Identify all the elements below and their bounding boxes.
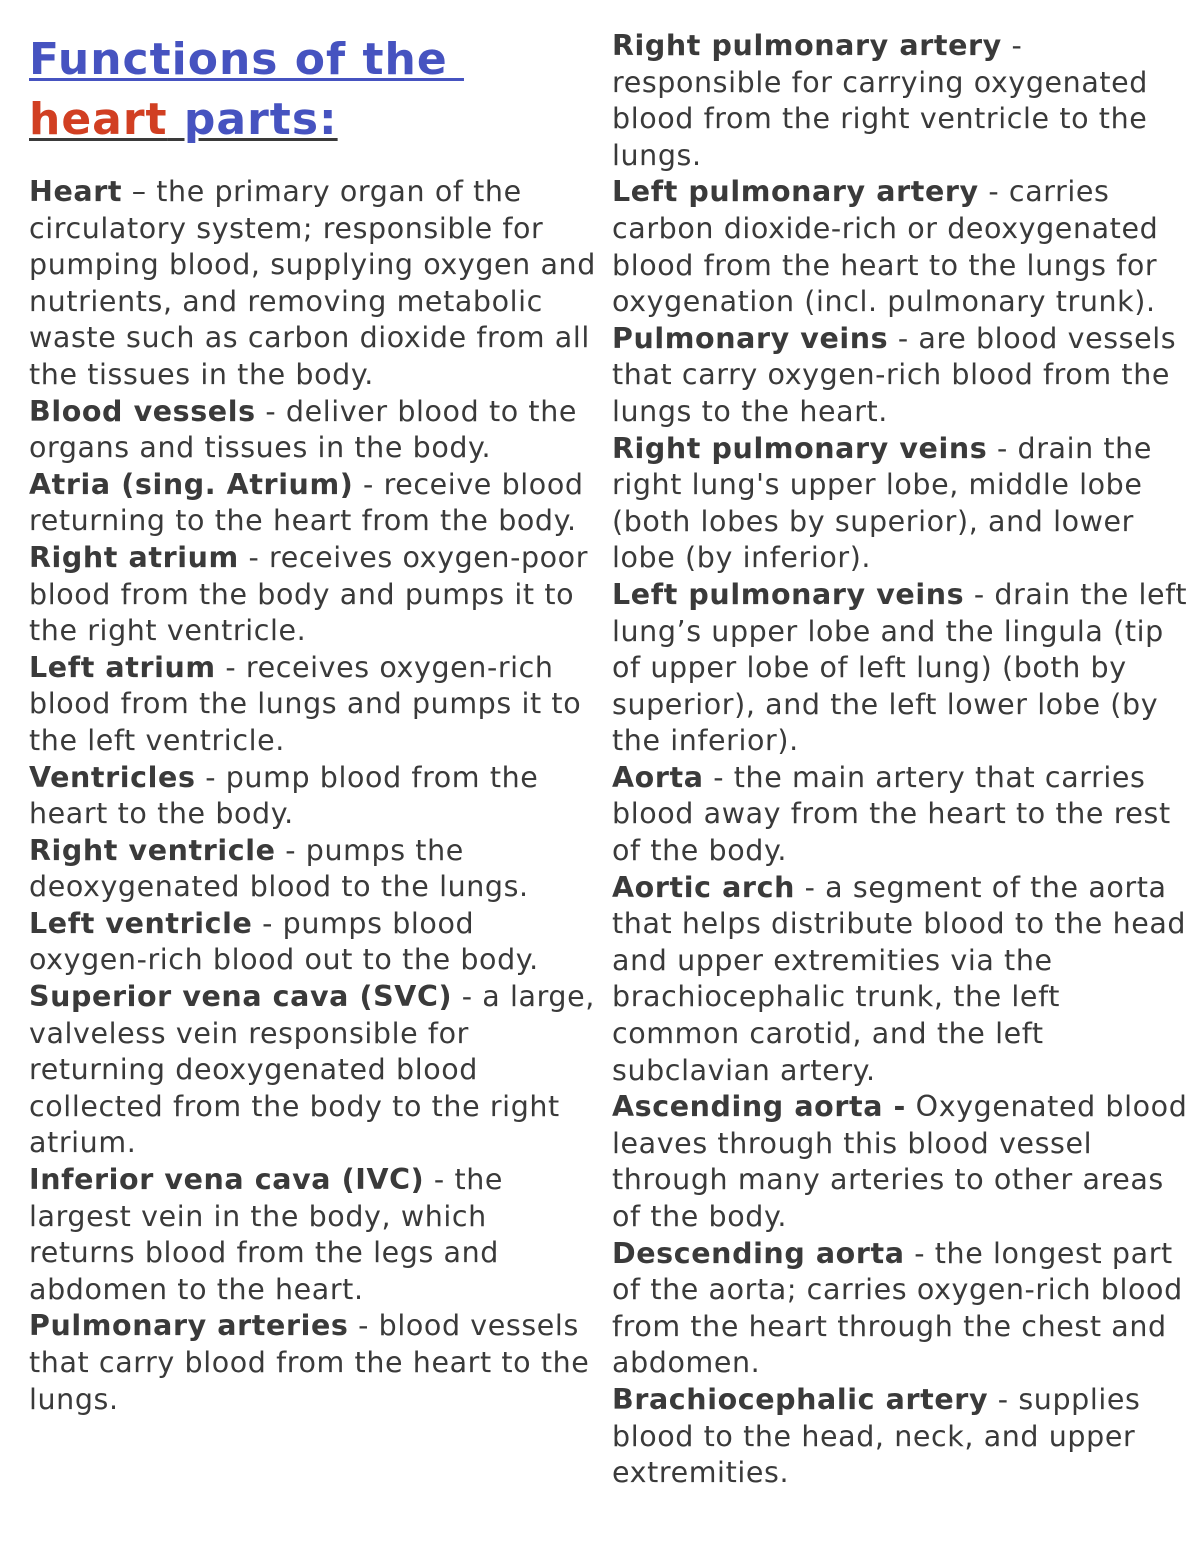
entry-term: Inferior vena cava (IVC) [29, 1163, 425, 1197]
entry-term: Descending aorta [612, 1236, 905, 1270]
entry-term: Left ventricle [29, 906, 253, 940]
entry-term: Ventricles [29, 760, 196, 794]
entry-term: Right atrium [29, 540, 239, 574]
entry-description: - pump blood from the heart to the body. [29, 760, 539, 831]
entry-term: Ascending aorta - [612, 1090, 906, 1124]
entry-atria [29, 467, 599, 540]
entry-description: - the main artery that carries blood away from the heart to the rest of the body. [612, 760, 1171, 868]
entry-left-atrium [29, 650, 599, 760]
entry-description: - drain the right lung's upper lobe, middle lobe (both lobes by superior), and lower lobe (by inferior). [612, 431, 1152, 575]
entry-superior-vena-cava [29, 979, 599, 1162]
entry-term: Right ventricle [29, 833, 276, 867]
entry-inferior-vena-cava [29, 1162, 599, 1308]
entry-description: – the primary organ of the circulatory system; responsible for pumping blood, supplying oxygen and nutrients, and removing metabolic waste such as carbon dioxide from all the tissues in the body. [29, 175, 596, 391]
entry-term: Left pulmonary artery [612, 175, 979, 209]
entry-pulmonary-veins [612, 321, 1192, 431]
entry-term: Brachiocephalic artery [612, 1382, 989, 1416]
entry-left-ventricle [29, 906, 599, 979]
entry-right-pulmonary-artery [612, 28, 1192, 174]
title-line-1: Functions of the [29, 34, 464, 85]
entry-description: - carries carbon dioxide-rich or deoxygenated blood from the heart to the lungs for oxygenation (incl. pulmonary trunk). [612, 175, 1159, 319]
entry-right-ventricle [29, 833, 599, 906]
entry-description: - the largest vein in the body, which returns blood from the legs and abdomen to the heart. [29, 1163, 504, 1306]
entry-description: - responsible for carrying oxygenated blood from the right ventricle to the lungs. [612, 29, 1148, 172]
entry-term: Left pulmonary veins [612, 577, 965, 611]
entry-term: Aorta [612, 760, 704, 794]
entry-term: Left atrium [29, 650, 216, 684]
entry-term: Heart [29, 175, 123, 208]
entry-term: Superior vena cava (SVC) [29, 980, 453, 1014]
entry-term: Right pulmonary veins [612, 431, 988, 465]
entry-right-atrium [29, 540, 599, 650]
entry-description: - deliver blood to the organs and tissues in the body. [29, 394, 577, 465]
entry-description: - receives oxygen-poor blood from the body and pumps it to the right ventricle. [29, 540, 589, 648]
entry-right-pulmonary-veins [612, 431, 1192, 577]
title-word-parts: parts: [167, 94, 338, 145]
entry-aorta [612, 760, 1192, 870]
right-column [612, 28, 1192, 1492]
entry-descending-aorta [612, 1236, 1192, 1382]
entry-description: - a large, valveless vein responsible for returning deoxygenated blood collected from the body to the right atrium. [29, 980, 595, 1160]
entry-left-pulmonary-veins [612, 577, 1192, 760]
entry-description: - drain the left lung’s upper lobe and the lingula (tip of upper lobe of left lung) (both by superior), and the left lower lobe (by the inferior). [612, 577, 1188, 758]
entry-term: Pulmonary arteries [29, 1309, 349, 1343]
title-word-heart: heart [29, 94, 168, 145]
entry-description: - a segment of the aorta that helps distribute blood to the head and upper extremities via the brachiocephalic trunk, the left common carotid, and the left subclavian artery. [612, 870, 1187, 1087]
entry-term: Pulmonary veins [612, 321, 889, 355]
entry-term: Atria (sing. Atrium) [29, 467, 354, 501]
entry-description: - are blood vessels that carry oxygen-rich blood from the lungs to the heart. [612, 321, 1177, 428]
entry-description: - pumps blood oxygen-rich blood out to the body. [29, 906, 539, 977]
entry-description: - pumps the deoxygenated blood to the lungs. [29, 833, 529, 904]
entry-ascending-aorta [612, 1089, 1192, 1235]
entry-term: Blood vessels [29, 394, 256, 428]
entry-description: - supplies blood to the head, neck, and upper extremities. [612, 1382, 1141, 1490]
entry-term: Right pulmonary artery [612, 29, 1002, 62]
entry-description: - receive blood returning to the heart from the body. [29, 467, 584, 538]
entry-left-pulmonary-artery [612, 174, 1192, 320]
title-line-2 [29, 90, 338, 150]
page-title [29, 30, 599, 150]
entry-blood-vessels [29, 394, 599, 467]
entry-description: - blood vessels that carry blood from the heart to the lungs. [29, 1309, 590, 1416]
entry-aortic-arch [612, 870, 1192, 1090]
entry-description: - receives oxygen-rich blood from the lungs and pumps it to the left ventricle. [29, 650, 582, 757]
entry-pulmonary-arteries [29, 1308, 599, 1418]
entry-heart [29, 174, 599, 394]
entry-term: Aortic arch [612, 870, 795, 904]
entry-description: Oxygenated blood leaves through this blood vessel through many arteries to other areas of the body. [612, 1090, 1188, 1233]
left-column [29, 0, 599, 1418]
entry-description: - the longest part of the aorta; carries oxygen-rich blood from the heart through the chest and abdomen. [612, 1236, 1183, 1380]
entry-ventricles [29, 760, 599, 833]
entry-brachiocephalic-artery [612, 1382, 1192, 1492]
